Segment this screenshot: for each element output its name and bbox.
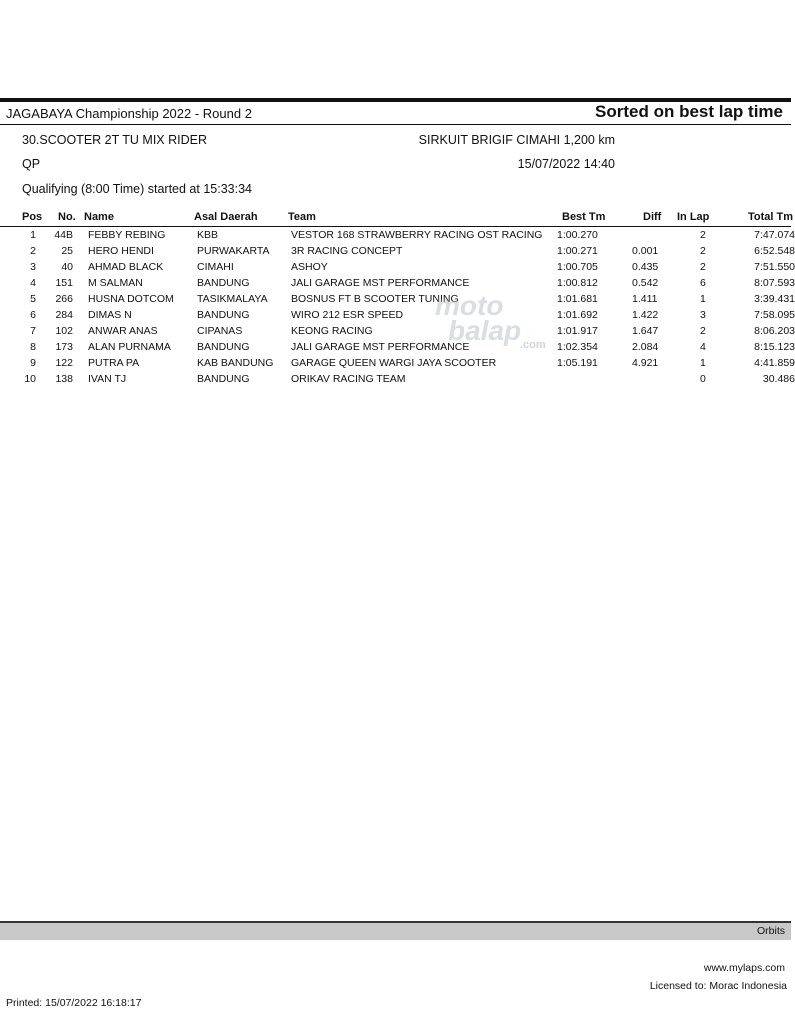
cell-diff: 2.084 (632, 341, 659, 353)
cell-name: IVAN TJ (88, 373, 127, 385)
cell-no: 102 (55, 325, 73, 337)
watermark-line1: moto (435, 290, 504, 321)
table-header-rule (0, 226, 791, 227)
cell-region: BANDUNG (197, 309, 250, 321)
cell-name: ALAN PURNAMA (88, 341, 171, 353)
table-row (0, 261, 795, 277)
watermark-line2: balap (448, 315, 522, 346)
cell-pos: 5 (30, 293, 36, 305)
cell-in-lap: 2 (700, 325, 706, 337)
cell-in-lap: 0 (700, 373, 706, 385)
cell-in-lap: 3 (700, 309, 706, 321)
cell-region: TASIKMALAYA (197, 293, 268, 305)
cell-no: 122 (55, 357, 73, 369)
cell-diff: 0.542 (632, 277, 659, 289)
cell-name: PUTRA PA (88, 357, 140, 369)
cell-name: FEBBY REBING (88, 229, 166, 241)
cell-total-time: 8:15.123 (754, 341, 795, 353)
table-row (0, 357, 795, 373)
footer-printed: Printed: 15/07/2022 16:18:17 (6, 997, 142, 1009)
cell-region: CIMAHI (197, 261, 234, 273)
cell-pos: 10 (24, 373, 36, 385)
cell-diff: 4.921 (632, 357, 659, 369)
cell-total-time: 7:51.550 (754, 261, 795, 273)
cell-best-time: 1:02.354 (557, 341, 598, 353)
cell-pos: 6 (30, 309, 36, 321)
session-started: Qualifying (8:00 Time) started at 15:33:34 (22, 182, 252, 196)
cell-region: CIPANAS (197, 325, 243, 337)
cell-region: BANDUNG (197, 341, 250, 353)
col-no: No. (58, 211, 76, 223)
cell-region: KAB BANDUNG (197, 357, 274, 369)
cell-total-time: 7:47.074 (754, 229, 795, 241)
cell-total-time: 4:41.859 (754, 357, 795, 369)
cell-no: 25 (61, 245, 73, 257)
col-diff: Diff (643, 211, 662, 223)
cell-pos: 3 (30, 261, 36, 273)
cell-diff: 1.411 (632, 293, 658, 305)
table-row (0, 229, 795, 245)
cell-in-lap: 2 (700, 229, 706, 241)
cell-region: PURWAKARTA (197, 245, 270, 257)
cell-total-time: 6:52.548 (754, 245, 795, 257)
cell-team: 3R RACING CONCEPT (291, 245, 403, 257)
cell-in-lap: 2 (700, 245, 706, 257)
footer-bar (0, 921, 791, 940)
cell-in-lap: 2 (700, 261, 706, 273)
cell-best-time: 1:00.270 (557, 229, 598, 241)
cell-best-time: 1:01.692 (557, 309, 598, 321)
cell-team: JALI GARAGE MST PERFORMANCE (291, 277, 470, 289)
cell-no: 151 (55, 277, 73, 289)
cell-no: 266 (55, 293, 73, 305)
cell-diff: 1.422 (632, 309, 659, 321)
watermark-suffix: .com (520, 339, 546, 351)
cell-team: JALI GARAGE MST PERFORMANCE (291, 341, 470, 353)
cell-best-time: 1:05.191 (557, 357, 598, 369)
championship-title: JAGABAYA Championship 2022 - Round 2 (6, 106, 252, 121)
table-row (0, 341, 795, 357)
cell-in-lap: 4 (700, 341, 706, 353)
cell-name: DIMAS N (88, 309, 132, 321)
cell-total-time: 8:06.203 (754, 325, 795, 337)
cell-best-time: 1:00.812 (557, 277, 598, 289)
cell-best-time: 1:00.705 (557, 261, 598, 273)
cell-pos: 2 (30, 245, 36, 257)
cell-in-lap: 1 (700, 293, 706, 305)
table-row (0, 373, 795, 389)
cell-in-lap: 6 (700, 277, 706, 289)
cell-name: HERO HENDI (88, 245, 154, 257)
cell-diff: 0.435 (632, 261, 659, 273)
col-total: Total Tm (748, 211, 794, 223)
cell-best-time: 1:01.917 (557, 325, 598, 337)
footer-system: Orbits (756, 925, 785, 937)
cell-name: M SALMAN (88, 277, 143, 289)
cell-pos: 9 (30, 357, 36, 369)
cell-team: KEONG RACING (291, 325, 373, 337)
col-name: Name (84, 211, 114, 223)
cell-no: 138 (55, 373, 73, 385)
footer-website: www.mylaps.com (703, 962, 785, 974)
cell-total-time: 8:07.593 (754, 277, 795, 289)
cell-diff: 0.001 (632, 245, 659, 257)
footer-licensed: Licensed to: Morac Indonesia (649, 980, 787, 992)
cell-total-time: 30.486 (762, 373, 795, 385)
cell-team: WIRO 212 ESR SPEED (291, 309, 404, 321)
col-pos: Pos (22, 211, 43, 223)
session-code: QP (22, 157, 41, 171)
cell-no: 40 (61, 261, 73, 273)
session-datetime: 15/07/2022 14:40 (517, 157, 615, 171)
table-row (0, 277, 795, 293)
cell-no: 44B (54, 229, 73, 241)
table-row (0, 245, 795, 261)
col-region: Asal Daerah (194, 211, 258, 223)
cell-no: 173 (55, 341, 73, 353)
col-in-lap: In Lap (677, 211, 710, 223)
cell-team: ASHOY (291, 261, 328, 273)
cell-name: AHMAD BLACK (88, 261, 164, 273)
cell-team: VESTOR 168 STRAWBERRY RACING OST RACING (291, 229, 543, 241)
cell-name: HUSNA DOTCOM (88, 293, 174, 305)
cell-team: GARAGE QUEEN WARGI JAYA SCOOTER (291, 357, 497, 369)
cell-pos: 8 (30, 341, 36, 353)
cell-name: ANWAR ANAS (88, 325, 158, 337)
table-row (0, 325, 795, 341)
header-sub-rule (0, 124, 791, 125)
cell-total-time: 7:58.095 (754, 309, 795, 321)
cell-team: ORIKAV RACING TEAM (291, 373, 406, 385)
cell-pos: 7 (30, 325, 36, 337)
table-row (0, 293, 795, 309)
sort-note: Sorted on best lap time (595, 102, 783, 121)
cell-diff: 1.647 (632, 325, 659, 337)
cell-pos: 1 (30, 229, 36, 241)
cell-total-time: 3:39.431 (754, 293, 795, 305)
cell-no: 284 (55, 309, 73, 321)
cell-best-time: 1:00.271 (557, 245, 598, 257)
col-team: Team (288, 211, 316, 223)
table-row (0, 309, 795, 325)
cell-region: BANDUNG (197, 373, 250, 385)
cell-region: BANDUNG (197, 277, 250, 289)
track-name: SIRKUIT BRIGIF CIMAHI 1,200 km (418, 133, 615, 147)
cell-in-lap: 1 (700, 357, 706, 369)
col-best: Best Tm (562, 211, 606, 223)
race-class: 30.SCOOTER 2T TU MIX RIDER (22, 133, 207, 147)
cell-best-time: 1:01.681 (557, 293, 598, 305)
cell-team: BOSNUS FT B SCOOTER TUNING (291, 293, 459, 305)
cell-pos: 4 (30, 277, 36, 289)
cell-region: KBB (197, 229, 219, 241)
